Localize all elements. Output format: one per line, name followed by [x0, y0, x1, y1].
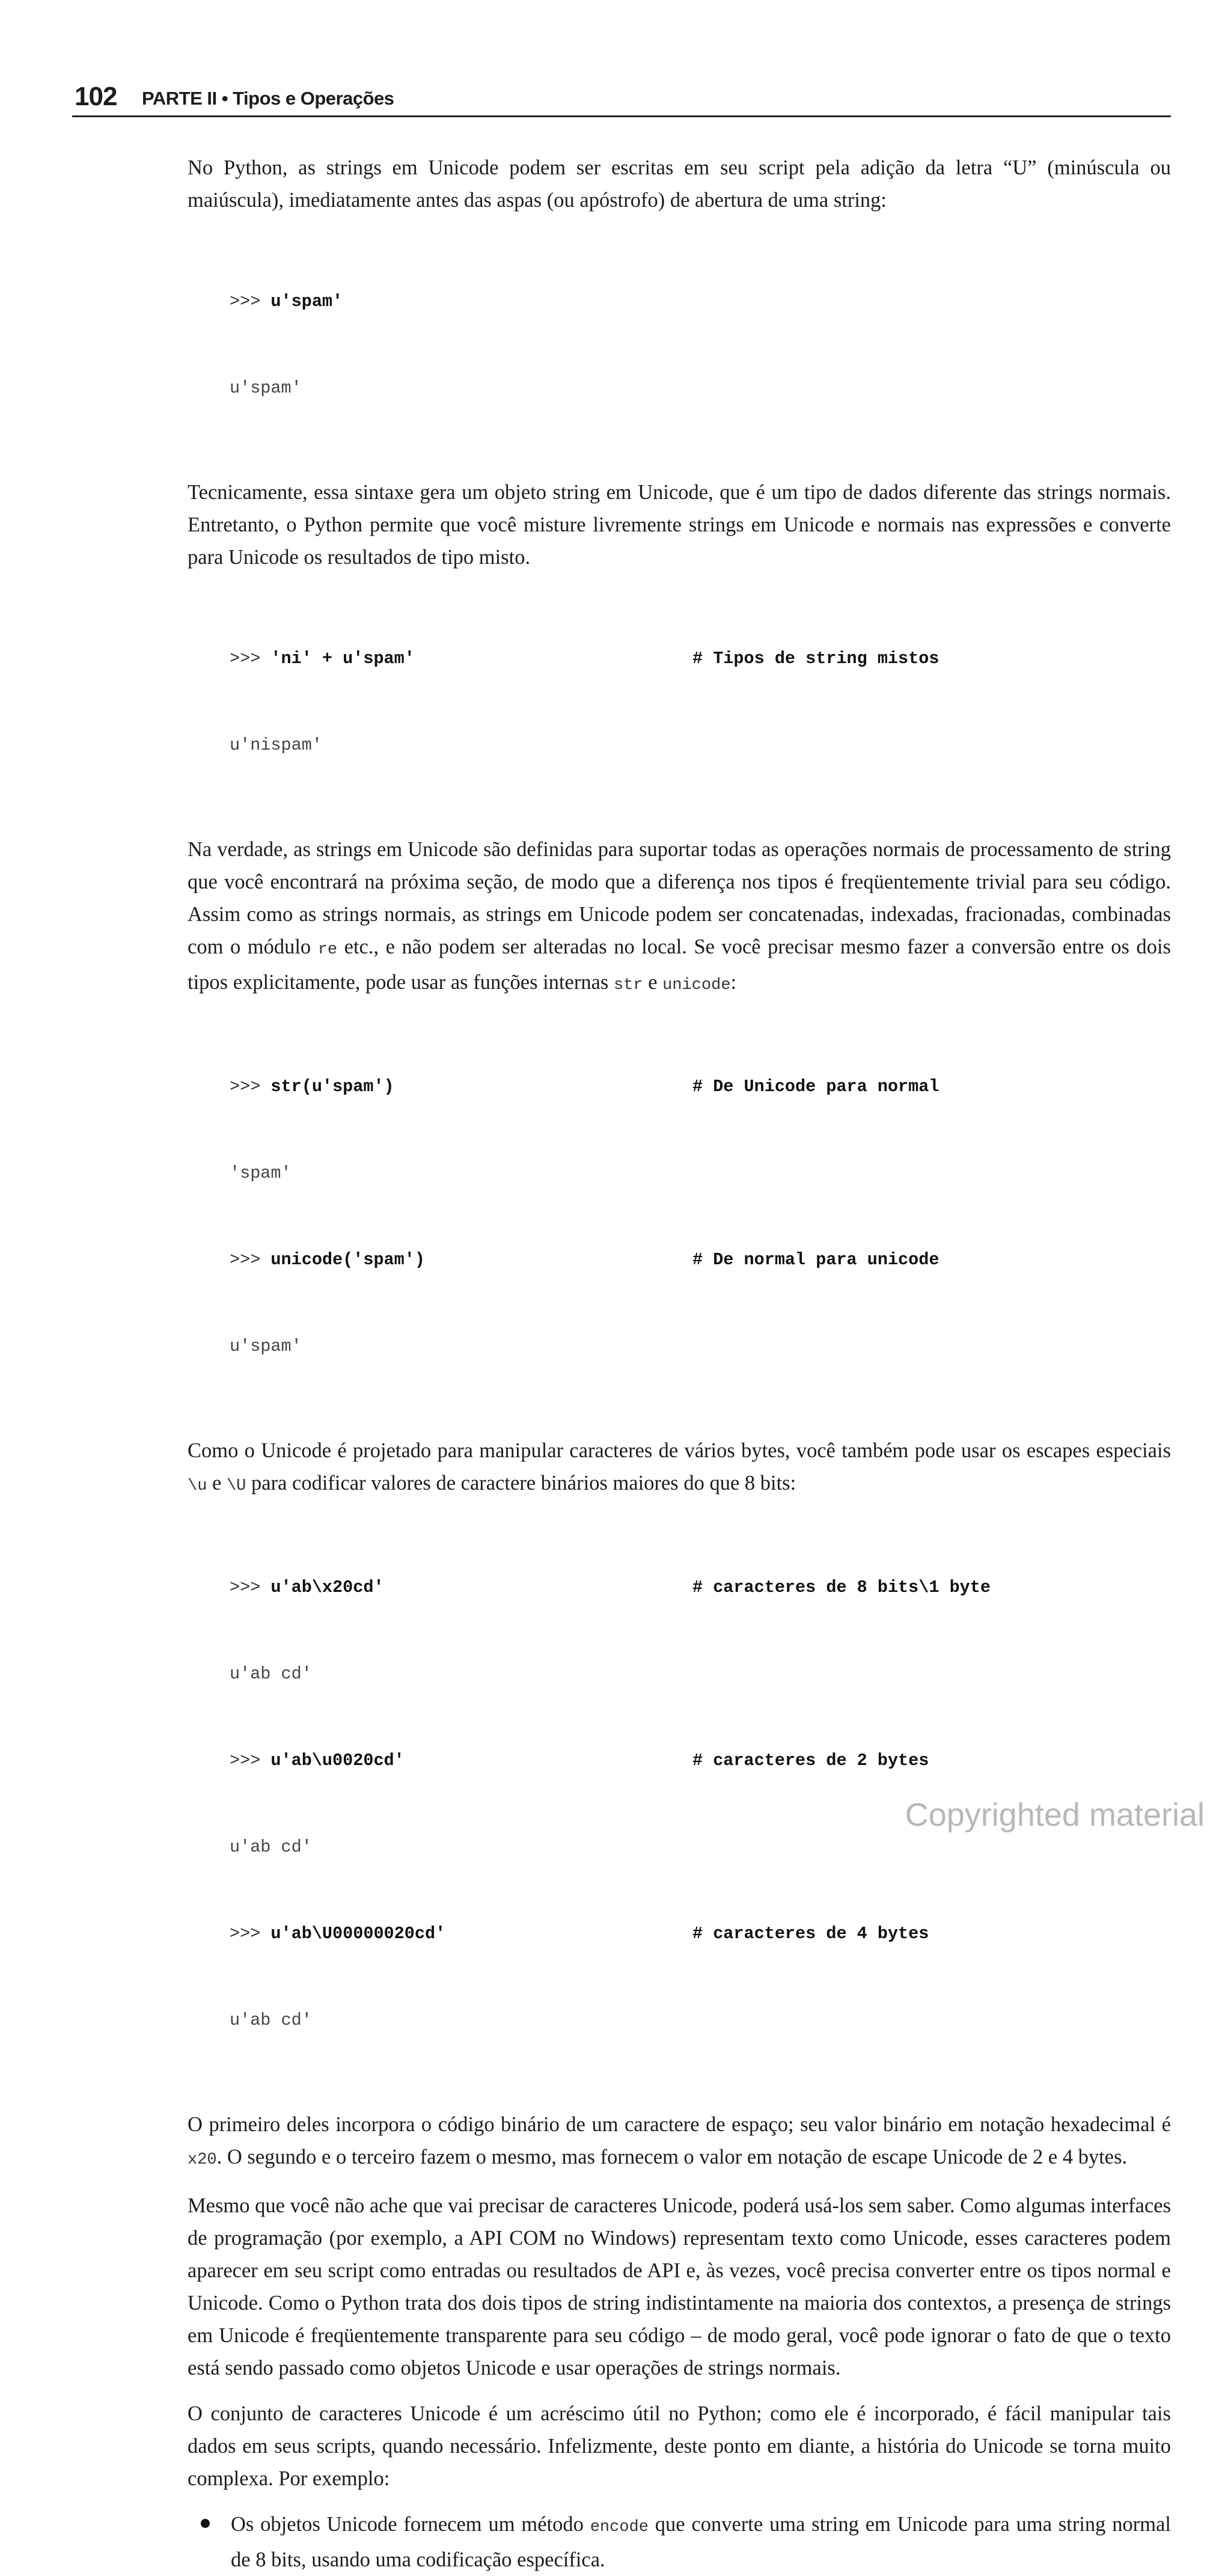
code-command: u'ab\U00000020cd'	[270, 1924, 446, 1944]
paragraph-1: No Python, as strings em Unicode podem ser escritas em seu script pela adição da letra “U” (minúscula ou maiúscula), imediatamente antes das aspas (ou apóstrofo) de abertura de uma string:	[188, 156, 1171, 212]
code-line	[230, 1920, 1171, 1948]
page-body	[188, 151, 1171, 2576]
paragraph-3: Na verdade, as strings em Unicode são definidas para suportar todas as operações normais de processamento de string que você encontrará na próxima seção, de modo que a diferença nos tipos é freqüentemente trivial para seu código. Assim como as strings normais, as strings em Unicode podem ser concatenadas, indexadas, fracionadas, combinadas com o módulo re etc., e não podem ser alteradas no local. Se você precisar mesmo fazer a conversão entre os dois tipos explicitamente, pode usar as funções internas str e unicode:	[188, 838, 1171, 994]
code-output: u'ab cd'	[230, 1837, 312, 1857]
code-line	[230, 1573, 1171, 1602]
code-prompt: >>>	[230, 649, 271, 668]
code-comment: # De Unicode para normal	[692, 1077, 939, 1097]
code-line	[230, 731, 1171, 760]
code-prompt: >>>	[230, 1077, 271, 1097]
code-line	[230, 1159, 1171, 1188]
code-command: u'spam'	[270, 292, 343, 311]
code-command: u'ab\x20cd'	[270, 1577, 384, 1597]
code-command: u'ab\u0020cd'	[270, 1751, 405, 1770]
inline-code-encode: encode	[590, 2518, 649, 2536]
code-prompt: >>>	[230, 1577, 271, 1597]
code-comment: # Tipos de string mistos	[692, 649, 939, 668]
code-comment: # caracteres de 2 bytes	[692, 1751, 929, 1770]
code-command: unicode('spam')	[270, 1250, 425, 1270]
code-command: str(u'spam')	[270, 1077, 394, 1097]
code-line	[230, 1332, 1171, 1361]
code-prompt: >>>	[230, 292, 271, 311]
header-rule	[72, 115, 1171, 117]
code-prompt: >>>	[230, 1924, 271, 1944]
code-output: u'nispam'	[230, 735, 322, 755]
code-output: u'spam'	[230, 378, 302, 398]
running-head: PARTE II • Tipos e Operações	[142, 88, 394, 109]
page-header	[72, 82, 1171, 115]
page-number: 102	[75, 82, 117, 111]
code-line	[230, 1246, 1171, 1274]
code-line	[230, 287, 1171, 316]
inline-code-x20: x20	[188, 2151, 217, 2169]
code-prompt: >>>	[230, 1250, 271, 1270]
code-block-3	[230, 1015, 1171, 1419]
list-item: Os objetos Unicode fornecem um método encode que converte uma string em Unicode para uma string normal de 8 bits, usando uma codificação específica.	[188, 2508, 1171, 2576]
code-line	[230, 1072, 1171, 1101]
inline-code-u-escape: \u	[188, 1477, 207, 1495]
code-line	[230, 1660, 1171, 1689]
paragraph-7: O conjunto de caracteres Unicode é um acréscimo útil no Python; como ele é incorporado, é fácil manipular tais dados em seus scripts, quando necessário. Infelizmente, deste ponto em diante, a história do Unicode se torna muito complexa. Por exemplo:	[188, 2402, 1171, 2490]
paragraph-4: Como o Unicode é projetado para manipular caracteres de vários bytes, você também pode usar os escapes especiais \u e \U para codificar valores de caractere binários maiores do que 8 bits:	[188, 1439, 1171, 1495]
code-block-1	[230, 230, 1171, 460]
paragraph-5: O primeiro deles incorpora o código binário de um caractere de espaço; seu valor binário em notação hexadecimal é x20. O segundo e o terceiro fazem o mesmo, mas fornecem o valor em notação de escape Unicode de 2 e 4 bytes.	[188, 2113, 1171, 2169]
code-line	[230, 2006, 1171, 2035]
code-comment: # caracteres de 8 bits\1 byte	[692, 1577, 991, 1597]
paragraph-2: Tecnicamente, essa sintaxe gera um objeto string em Unicode, que é um tipo de dados diferente das strings normais. Entretanto, o Python permite que você misture livremente strings em Unicode e normais nas expressões e converte para Unicode os resultados de tipo misto.	[188, 481, 1171, 569]
code-output: 'spam'	[230, 1163, 292, 1183]
code-line	[230, 1746, 1171, 1775]
bullet-list	[188, 2508, 1171, 2576]
code-comment: # De normal para unicode	[692, 1250, 939, 1270]
inline-code-unicode: unicode	[662, 976, 731, 994]
code-line	[230, 1833, 1171, 1862]
code-output: u'ab cd'	[230, 2010, 312, 2030]
inline-code-str: str	[613, 976, 643, 994]
code-line	[230, 374, 1171, 403]
code-prompt: >>>	[230, 1751, 271, 1770]
code-output: u'ab cd'	[230, 1664, 312, 1684]
code-comment: # caracteres de 4 bytes	[692, 1924, 929, 1944]
code-command: 'ni' + u'spam'	[270, 649, 415, 668]
code-line	[230, 644, 1171, 673]
copyright-watermark: Copyrighted material	[905, 1797, 1205, 1833]
inline-code-U-escape: \U	[226, 1477, 246, 1495]
code-block-2	[230, 587, 1171, 818]
inline-code-re: re	[317, 941, 338, 959]
paragraph-6: Mesmo que você não ache que vai precisar de caracteres Unicode, poderá usá-los sem saber. Como algumas interfaces de programação (por exemplo, a API COM no Windows) representam texto como Unicode, esses caracteres podem aparecer em seu script como entradas ou resultados de API e, às vezes, você precisa converter entre os tipos normal e Unicode. Como o Python trata dos dois tipos de string indistintamente na maioria dos contextos, a presença de strings em Unicode é freqüentemente transparente para seu código – de modo geral, você pode ignorar o fato de que o texto está sendo passado como objetos Unicode e usar operações de strings normais.	[188, 2194, 1171, 2379]
code-output: u'spam'	[230, 1336, 302, 1356]
bullet-icon	[201, 2519, 210, 2528]
